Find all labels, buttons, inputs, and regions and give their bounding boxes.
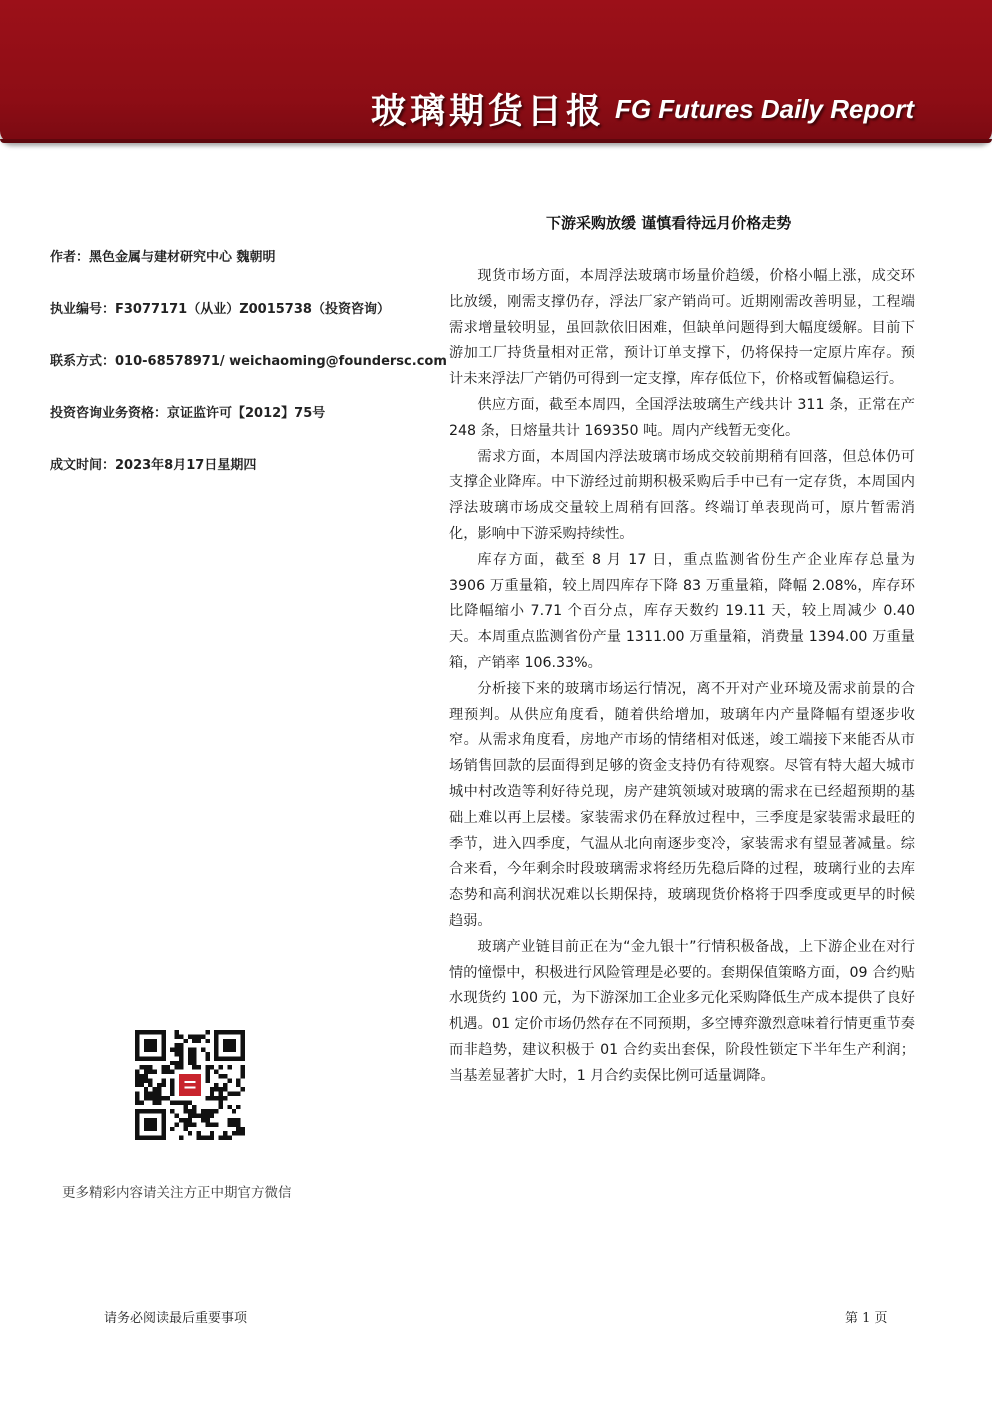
qr-caption: 更多精彩内容请关注方正中期官方微信 — [62, 1185, 292, 1201]
report-header-banner — [0, 0, 992, 143]
contact-line: 联系方式：010-68578971/ weichaoming@foundersc.com — [50, 354, 447, 369]
paragraph-spot-market: 现货市场方面，本周浮法玻璃市场量价趋缓，价格小幅上涨，成交环比放缓，刚需支撑仍存，浮法厂家产销尚可。近期刚需改善明显，工程端需求增量较明显，虽回款依旧困难，但缺单问题得到大幅度缓解。目前下游加工厂持货量相对正常，预计订单支撑下，仍将保持一定原片库存。预计未来浮法厂产销仍可得到一定支撑，库存低位下，价格或暂偏稳运行。 — [449, 268, 915, 388]
report-title — [371, 84, 914, 134]
article-body — [449, 264, 915, 1090]
paragraph-analysis: 分析接下来的玻璃市场运行情况，离不开对产业环境及需求前景的合理预判。从供应角度看，随着供给增加，玻璃年内产量降幅有望逐步收窄。从需求角度看，房地产市场的情绪相对低迷，竣工端接下来能否从市场销售回款的层面得到足够的资金支持仍有待观察。尽管有特大超大城市城中村改造等利好待兑现，房产建筑领域对玻璃的需求在已经超预期的基础上难以再上层楼。家装需求仍在释放过程中，三季度是家装需求最旺的季节，进入四季度，气温从北向南逐步变冷，家装需求有望显著减量。综合来看，今年剩余时段玻璃需求将经历先稳后降的过程，玻璃行业的去库态势和高利润状况难以长期保持，玻璃现货价格将于四季度或更早的时候趋弱。 — [449, 680, 915, 929]
article-title: 下游采购放缓 谨慎看待远月价格走势 — [546, 214, 792, 232]
date-line: 成文时间：2023年8月17日星期四 — [50, 458, 257, 473]
paragraph-inventory: 库存方面，截至 8 月 17 日，重点监测省份生产企业库存总量为 3906 万重量箱，较上周四库存下降 83 万重量箱，降幅 2.08%，库存环比降幅缩小 7.71 个百分点，库存天数约 19.11 天，较上周减少 0.40 天。本周重点监测省份产量 1311.00 万重量箱，消费量 1394.00 万重量箱，产销率 106.33%。 — [449, 551, 915, 671]
page-number: 第 1 页 — [845, 1311, 888, 1326]
report-title-en: FG Futures Daily Report — [614, 93, 914, 124]
paragraph-strategy: 玻璃产业链目前正在为“金九银十”行情积极备战，上下游企业在对行情的憧憬中，积极进行风险管理是必要的。套期保值策略方面，09 合约贴水现货约 100 元，为下游深加工企业多元化采购降低生产成本提供了良好机遇。01 定价市场仍然存在不同预期，多空博弈激烈意味着行情更重节奏而非趋势，建议积极于 01 合约卖出套保，阶段性锁定下半年生产利润；当基差显著扩大时，1 月合约卖保比例可适量调降。 — [449, 938, 915, 1084]
paragraph-demand: 需求方面，本周国内浮法玻璃市场成交较前期稍有回落，但总体仍可支撑企业降库。中下游经过前期积极采购后手中已有一定存货，本周国内浮法玻璃市场成交量较上周稍有回落。终端订单表现尚可，原片暂需消化，影响中下游采购持续性。 — [449, 448, 915, 542]
wechat-qr-code — [135, 1030, 245, 1140]
paragraph-supply: 供应方面，截至本周四，全国浮法玻璃生产线共计 311 条，正常在产 248 条，日熔量共计 169350 吨。周内产线暂无变化。 — [449, 396, 915, 439]
qualification-line: 投资咨询业务资格：京证监许可【2012】75号 — [50, 406, 326, 421]
footer-notice: 请务必阅读最后重要事项 — [104, 1311, 248, 1326]
author-line: 作者：黑色金属与建材研究中心 魏朝明 — [50, 250, 276, 265]
report-title-cn: 玻璃期货日报 — [370, 92, 605, 132]
license-number-line: 执业编号：F3077171（从业）Z0015738（投资咨询） — [50, 302, 390, 317]
